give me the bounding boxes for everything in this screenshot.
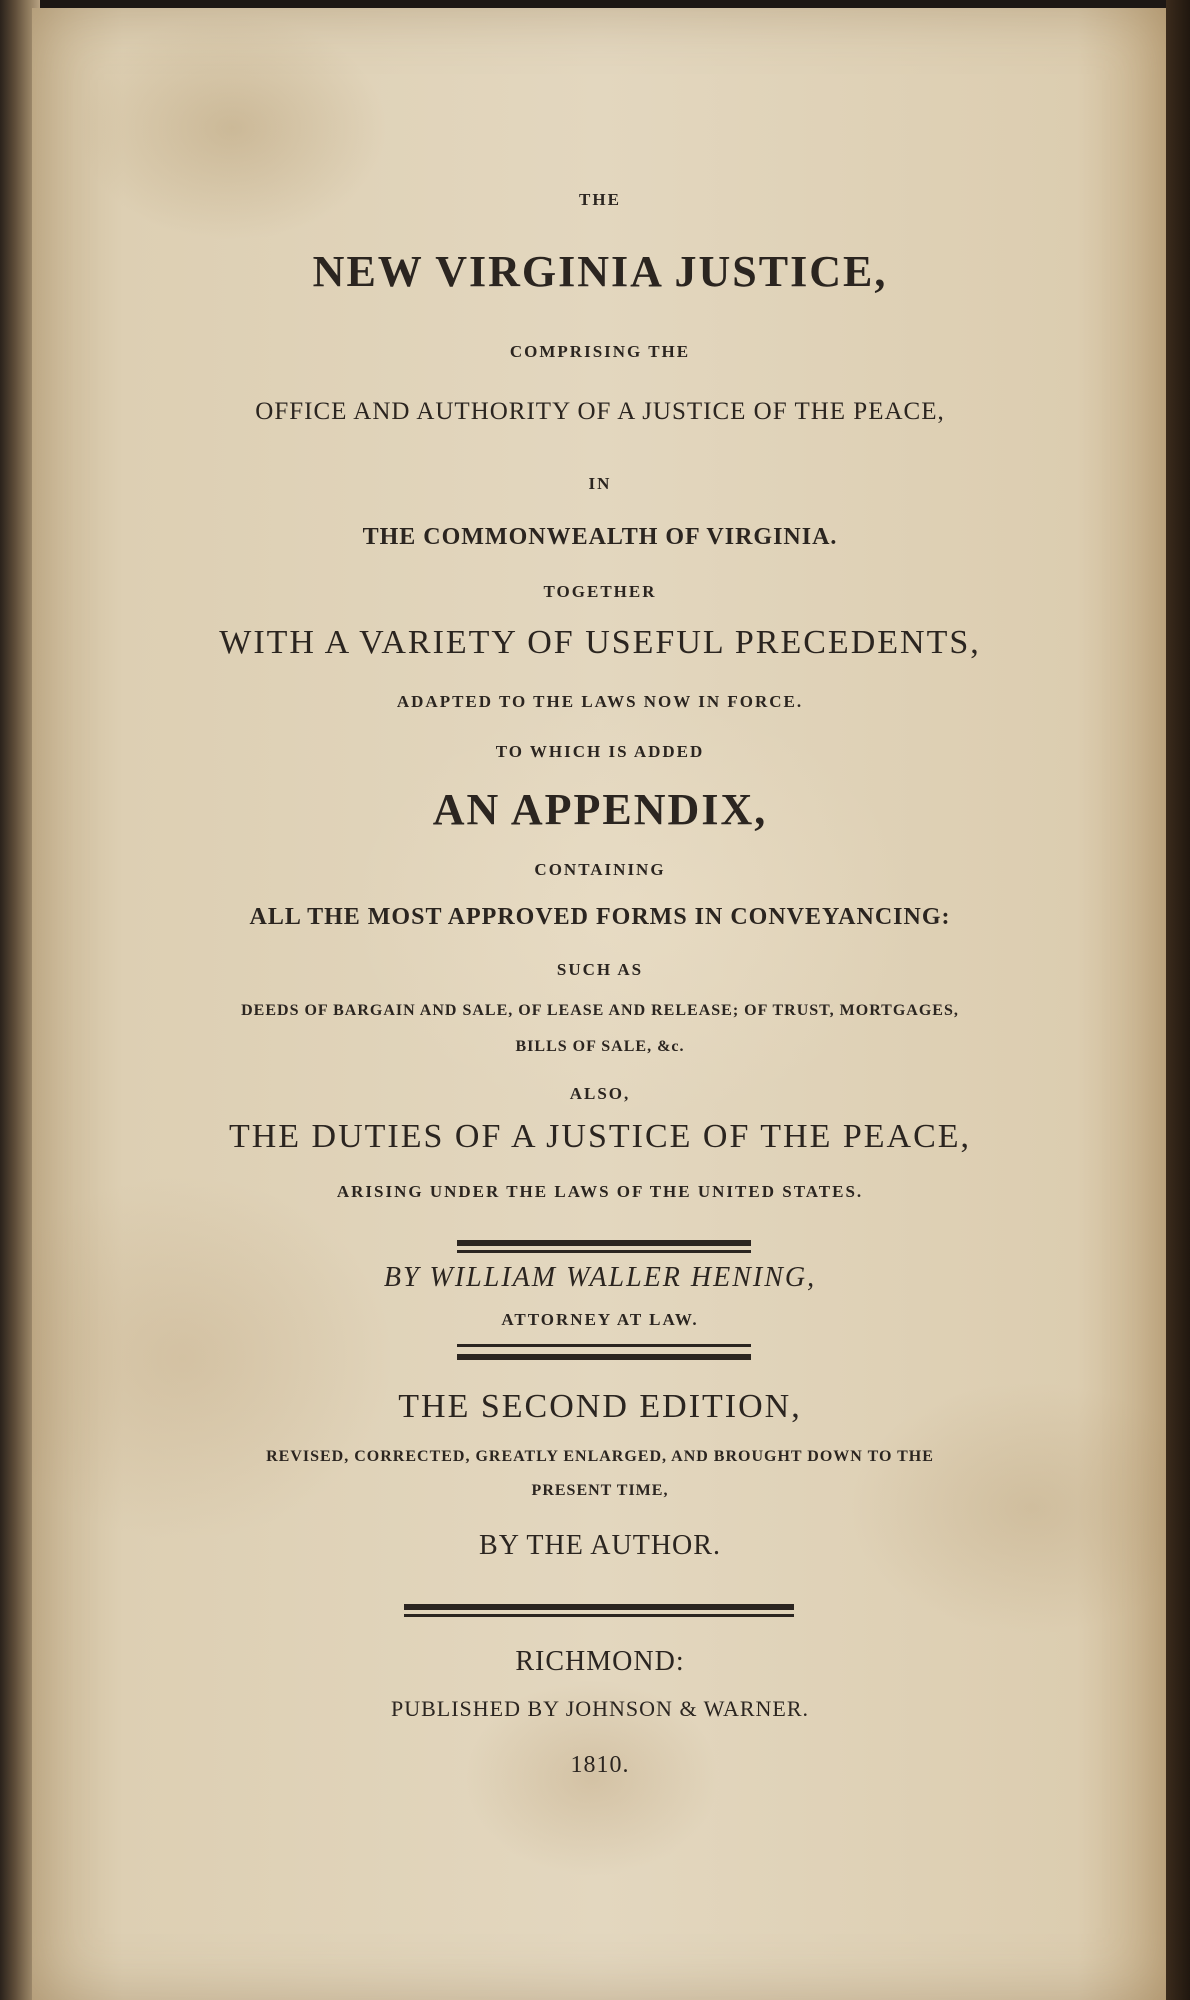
containing-line: CONTAINING	[534, 860, 666, 879]
comprising-line: COMPRISING THE	[509, 342, 691, 361]
such-as-line: SUCH AS	[556, 960, 644, 979]
rule-divider	[404, 1604, 794, 1610]
commonwealth-line: THE COMMONWEALTH OF VIRGINIA.	[362, 524, 838, 550]
book-binding-right	[1166, 0, 1190, 2000]
rule-divider	[404, 1614, 794, 1617]
added-line: TO WHICH IS ADDED	[495, 742, 705, 761]
duties-line: THE DUTIES OF A JUSTICE OF THE PEACE,	[228, 1118, 972, 1155]
deeds-line-1: DEEDS OF BARGAIN AND SALE, OF LEASE AND RELEASE; OF TRUST, MORTGAGES,	[241, 1002, 959, 1019]
city-line: RICHMOND:	[515, 1646, 685, 1677]
in-line: IN	[588, 474, 612, 493]
rule-divider	[457, 1344, 751, 1347]
by-author-line: BY THE AUTHOR.	[479, 1530, 721, 1561]
adapted-line: ADAPTED TO THE LAWS NOW IN FORCE.	[396, 692, 804, 711]
revised-line-2: PRESENT TIME,	[531, 1482, 669, 1499]
rule-divider	[457, 1250, 751, 1253]
office-line: OFFICE AND AUTHORITY OF A JUSTICE OF THE PEACE,	[255, 398, 945, 425]
author-line: BY WILLIAM WALLER HENING,	[383, 1262, 817, 1293]
forms-line: ALL THE MOST APPROVED FORMS IN CONVEYANCING:	[249, 904, 951, 930]
edition-line: THE SECOND EDITION,	[398, 1388, 802, 1425]
deeds-line-2: BILLS OF SALE, &c.	[515, 1038, 685, 1055]
appendix-heading: AN APPENDIX,	[432, 785, 768, 834]
attorney-line: ATTORNEY AT LAW.	[501, 1310, 699, 1329]
also-line: ALSO,	[569, 1084, 631, 1103]
precedents-line: WITH A VARIETY OF USEFUL PRECEDENTS,	[219, 624, 981, 661]
book-title: NEW VIRGINIA JUSTICE,	[312, 247, 888, 296]
publisher-line: PUBLISHED BY JOHNSON & WARNER.	[390, 1696, 810, 1721]
rule-divider	[457, 1240, 751, 1246]
together-line: TOGETHER	[543, 582, 657, 601]
rule-divider	[457, 1354, 751, 1360]
year-line: 1810.	[570, 1752, 630, 1778]
revised-line-1: REVISED, CORRECTED, GREATLY ENLARGED, AND BROUGHT DOWN TO THE	[266, 1448, 934, 1465]
the-line: THE	[579, 190, 621, 209]
title-page	[32, 8, 1168, 2000]
arising-line: ARISING UNDER THE LAWS OF THE UNITED STATES.	[336, 1182, 864, 1201]
